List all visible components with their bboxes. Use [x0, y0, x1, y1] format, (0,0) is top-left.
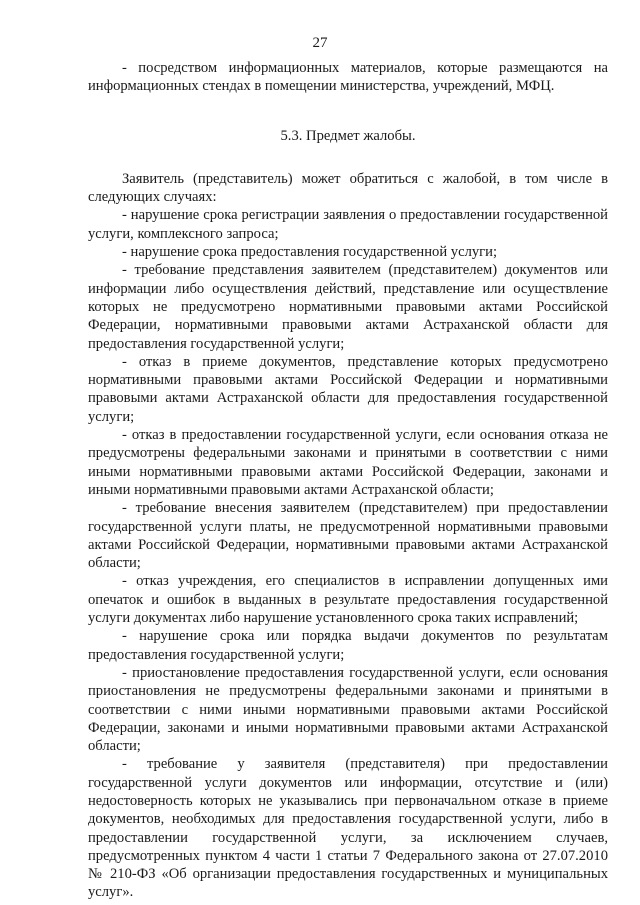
list-item-registration-deadline: - нарушение срока регистрации заявления о предоставлении государственной услуги, комплексного запроса; — [88, 207, 608, 242]
list-item-suspension: - приостановление предоставления государственной услуги, если основания приостановления не предусмотрены федеральными законами и принятыми в соответствии с ними иными нормативными правовыми актами Российской Федерации, законами и иными нормативными правовыми актами Астраханской области; — [88, 664, 608, 755]
list-item-extra-documents: - требование представления заявителем (представителем) документов или информации либо осуществления действий, представление или осуществление которых не предусмотрено нормативными правовыми актами Российской Федерации, нормативными правовыми актами Астраханской области для предоставления государственной услуги; — [88, 262, 608, 352]
section-title: 5.3. Предмет жалобы. — [280, 127, 416, 144]
list-item-missing-documents: - требование у заявителя (представителя) при предоставлении государственной услуги документов или информации, отсутствие и (или) недостоверность которых не указывались при первоначальном отказе в приеме документов, необходимых для предоставления государственной услуги, либо в предоставлении государственной услуги, за исключением случаев, предусмотренных пунктом 4 части 1 статьи 7 Федерального закона от 27.07.2010 № 210-ФЗ «Об организации предоставления государственных и муниципальных услуг». — [88, 756, 608, 901]
list-item-refusal-acceptance: - отказ в приеме документов, представление которых предусмотрено нормативными правовыми актами Российской Федерации и нормативными правовыми актами Астраханской области для предоставления государственной услуги; — [88, 353, 608, 425]
list-item-refusal-service: - отказ в предоставлении государственной услуги, если основания отказа не предусмотрены федеральными законами и принятыми в соответствии с ними иными нормативными правовыми актами Российской Федерации, законами и иными нормативными правовыми актами Астраханской области; — [88, 427, 608, 498]
document-body — [88, 59, 608, 902]
paragraph-intro: Заявитель (представитель) может обратиться с жалобой, в том числе в следующих случаях: — [88, 170, 608, 206]
list-item-service-deadline: - нарушение срока предоставления государственной услуги; — [122, 244, 498, 261]
list-item-issuance-order: - нарушение срока или порядка выдачи документов по результатам предоставления государственной услуги; — [88, 628, 608, 663]
list-item-fee-demand: - требование внесения заявителем (представителем) при предоставлении государственной услуги платы, не предусмотренной нормативными правовыми актами Российской Федерации, нормативными правовыми актами Астраханской области; — [88, 500, 608, 572]
list-item-typo-correction: - отказ учреждения, его специалистов в исправлении допущенных ими опечаток и ошибок в выданных в результате предоставления государственной услуги документах либо нарушение установленного срока таких исправлений; — [88, 573, 608, 627]
paragraph-info-stands: - посредством информационных материалов, которые размещаются на информационных стендах в помещении министерства, учреждений, МФЦ. — [88, 60, 608, 95]
page-number: 27 — [312, 35, 328, 51]
